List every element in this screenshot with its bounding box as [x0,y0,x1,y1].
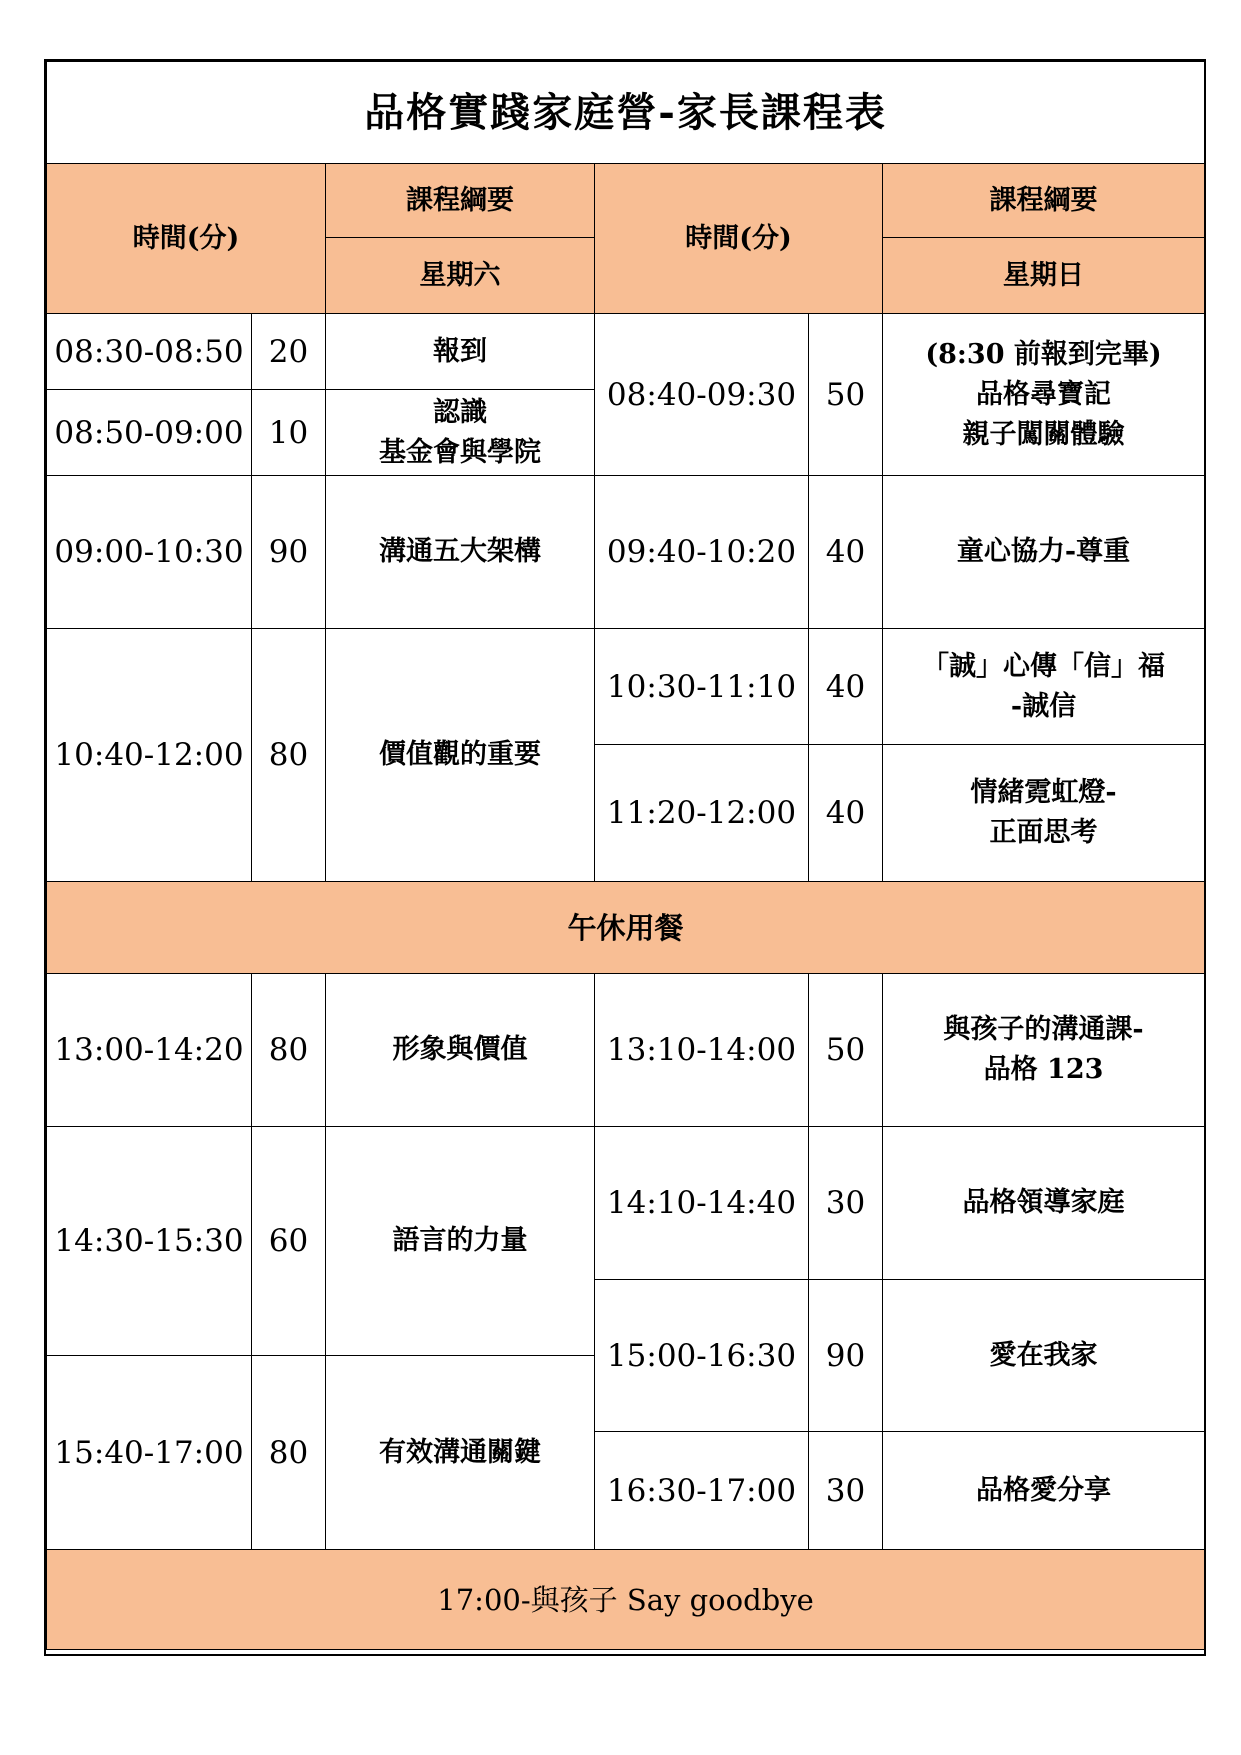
sat-topic-cell [326,629,595,882]
sun-time-header: 時間(分) [595,164,883,314]
sun-topic-cell [883,314,1205,476]
topic-line: 品格領導家庭 [962,1187,1125,1218]
topic-line: 童心協力-尊重 [956,536,1131,567]
sat-mins-cell: 80 [252,629,326,882]
sun-topic-cell [883,1280,1205,1432]
sat-mins-cell: 20 [252,314,326,390]
topic-line: 與孩子的溝通課- [943,1014,1144,1045]
topic-line: 親子闖關體驗 [962,418,1125,450]
topic-line: 「誠」心傳「信」福 [922,650,1166,682]
sun-topic-cell [883,476,1205,629]
sun-topic-cell [883,745,1205,882]
sat-outline-header: 課程綱要 [326,164,595,238]
topic-line: (8:30 前報到完畢) [925,338,1162,370]
sun-mins-cell: 40 [809,629,883,745]
sun-mins-cell: 40 [809,476,883,629]
topic-line: 形象與價值 [392,1034,528,1065]
sun-time-cell: 14:10-14:40 [595,1127,809,1280]
sat-time-header: 時間(分) [47,164,326,314]
topic-line: 基金會與學院 [379,436,541,468]
topic-line: 有效溝通關鍵 [379,1436,541,1468]
sat-time-cell: 10:40-12:00 [47,629,252,882]
sun-topic-cell [883,1127,1205,1280]
topic-line: 價值觀的重要 [379,739,541,770]
goodbye-row: 17:00-與孩子 Say goodbye [47,1550,1205,1650]
sat-time-cell: 08:30-08:50 [47,314,252,390]
sat-time-cell: 13:00-14:20 [47,974,252,1127]
sun-mins-cell: 30 [809,1127,883,1280]
topic-line: 溝通五大架構 [379,536,541,567]
sat-topic-cell [326,1356,595,1550]
topic-line: -誠信 [1010,690,1077,722]
topic-line: 品格尋寶記 [976,378,1112,410]
sat-topic-cell [326,314,595,390]
sat-time-cell: 14:30-15:30 [47,1127,252,1356]
topic-line: 正面思考 [989,817,1098,848]
sun-time-cell: 09:40-10:20 [595,476,809,629]
sun-mins-cell: 50 [809,974,883,1127]
topic-line: 品格愛分享 [976,1474,1112,1506]
sat-mins-cell: 10 [252,390,326,476]
schedule-table [46,61,1205,1650]
sun-topic-cell [883,1432,1205,1550]
sat-topic-cell [326,476,595,629]
sun-mins-cell: 90 [809,1280,883,1432]
sun-time-cell: 08:40-09:30 [595,314,809,476]
sat-mins-cell: 80 [252,1356,326,1550]
sun-time-cell: 10:30-11:10 [595,629,809,745]
sun-mins-cell: 50 [809,314,883,476]
sat-time-cell: 15:40-17:00 [47,1356,252,1550]
sun-mins-cell: 30 [809,1432,883,1550]
topic-line: 情緒霓虹燈- [970,777,1117,808]
sat-topic-cell [326,1127,595,1356]
schedule-sheet [44,59,1206,1656]
sun-topic-cell [883,629,1205,745]
lunch-break-row: 午休用餐 [47,882,1205,974]
sat-mins-cell: 80 [252,974,326,1127]
page-title: 品格實踐家庭營-家長課程表 [47,62,1205,164]
sun-time-cell: 13:10-14:00 [595,974,809,1127]
sat-mins-cell: 60 [252,1127,326,1356]
topic-line: 語言的力量 [392,1225,528,1256]
sun-mins-cell: 40 [809,745,883,882]
saturday-header: 星期六 [326,238,595,314]
topic-line: 愛在我家 [989,1339,1098,1371]
sun-time-cell: 16:30-17:00 [595,1432,809,1550]
sun-time-cell: 15:00-16:30 [595,1280,809,1432]
sat-time-cell: 08:50-09:00 [47,390,252,476]
sun-time-cell: 11:20-12:00 [595,745,809,882]
sat-time-cell: 09:00-10:30 [47,476,252,629]
sun-outline-header: 課程綱要 [883,164,1205,238]
sat-topic-cell [326,974,595,1127]
sun-topic-cell [883,974,1205,1127]
topic-line: 品格 123 [983,1054,1104,1085]
sat-topic-cell [326,390,595,476]
topic-line: 認識 [433,396,487,428]
topic-line: 報到 [433,335,487,367]
sat-mins-cell: 90 [252,476,326,629]
sunday-header: 星期日 [883,238,1205,314]
